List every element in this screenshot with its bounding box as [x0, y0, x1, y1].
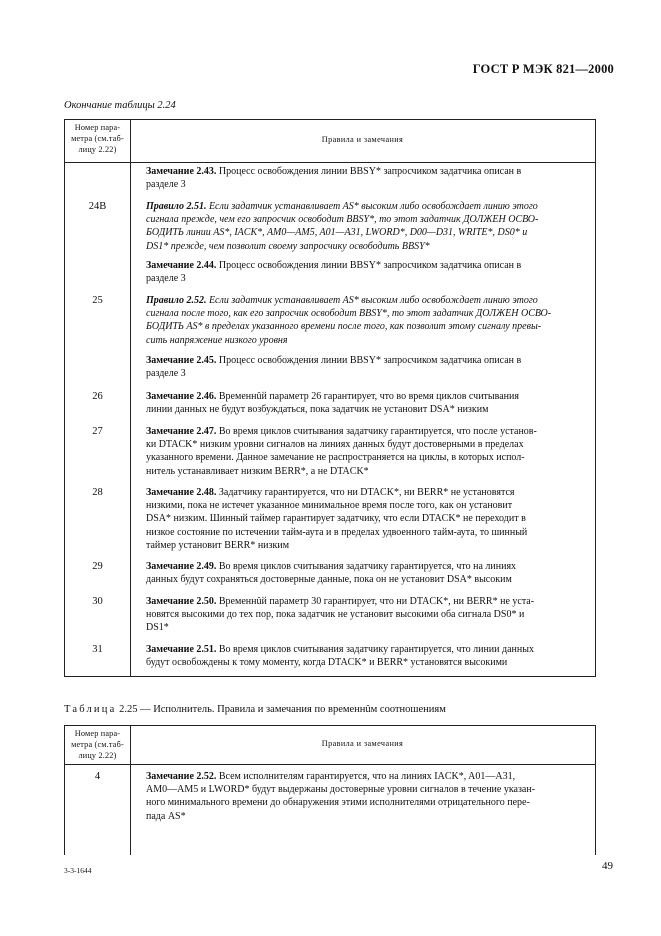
param-number: 4: [94, 771, 101, 782]
note-text: Замечание 2.49. Во время циклов считывания задатчику гарантируется, что на линиях данных будут сохраняться достоверные данные, пока он не установит DSA* высоким: [146, 561, 517, 586]
param-number: 30: [92, 596, 103, 607]
param-number: 25: [92, 295, 103, 306]
document-code: ГОСТ Р МЭК 821—2000: [472, 62, 614, 76]
note-text: Замечание 2.47. Во время циклов считывания задатчику гарантируется, что после установ- ки DTACK* низким уровни сигналов на линиях данных будут достоверными в пределах указанного времени. Данное замечание не распространяется на циклы, в которых испол- нитель устанавливает низким BERR*, а не DTACK*: [146, 426, 537, 477]
rules-table: [64, 725, 596, 855]
param-number: 29: [92, 561, 103, 572]
table-header: [65, 120, 595, 163]
param-number: 24В: [88, 201, 107, 212]
col-header-param-number: Номер пара- метра (см.таб- лицу 2.22): [71, 123, 124, 154]
param-number: 26: [92, 391, 103, 402]
note-text: Замечание 2.46. Временнûй параметр 26 гарантирует, что во время циклов считывания линии данных не будут возбуждаться, пока задатчик не установит DSA* низким: [146, 391, 519, 416]
rule-text: Правило 2.52. Если задатчик устанавливает AS* высоким либо освобождает линию этого сигнала после того, как его запросчик освободит BBSY*, то этот задатчик ДОЛЖЕН ОСВО- БОДИТЬ AS* в пределах указанного времени после того, как позволит этому сигналу превы- сить напряжение низкого уровня: [146, 295, 552, 346]
note-text: Замечание 2.44. Процесс освобождения линии BBSY* запросчиком задатчика описан в разделе 3: [146, 260, 522, 285]
note-text: Замечание 2.48. Задатчику гарантируется, что ни DTACK*, ни BERR* не установятся низкими, пока не истечет указанное минимальное время после того, как он установит DSA* низким. Шинный таймер гарантирует задатчику, что если DTACK* не переходит в низкое состояние по истечении тайм-аута и в пределах удвоенного тайм-аута, то шинный таймер установит BERR* низким: [146, 487, 528, 551]
param-number: 28: [92, 487, 103, 498]
page-number: 49: [602, 860, 613, 872]
col-header-rules: Правила и замечания: [321, 739, 404, 748]
param-number: 27: [92, 426, 103, 437]
note-text: Замечание 2.45. Процесс освобождения линии BBSY* запросчиком задатчика описан в разделе 3: [146, 355, 522, 380]
table-header: [65, 726, 595, 765]
param-number: 31: [92, 644, 103, 655]
rules-table: [64, 119, 596, 677]
rule-text: Правило 2.51. Если задатчик устанавливает AS* высоким либо освобождает линию этого сигнала прежде, чем его запросчик освободит BBSY*, то этот задатчик ДОЛЖЕН ОСВО- БОДИТЬ линии AS*, IACK*, AM0—AM5, A01—A31, LWORD*, D00—D31, WRITE*, DS0* и DS1* прежде, чем позволит своему запросчику освободить BBSY*: [146, 201, 539, 252]
table-caption: Окончание таблицы 2.24: [64, 100, 176, 111]
col-header-rules: Правила и замечания: [321, 135, 404, 144]
col-header-param-number: Номер пара- метра (см.таб- лицу 2.22): [71, 729, 124, 760]
table-caption: Таблица 2.25 — Исполнитель. Правила и замечания по временнûм соотношениям: [64, 704, 446, 715]
note-text: Замечание 2.43. Процесс освобождения линии BBSY* запросчиком задатчика описан в разделе 3: [146, 166, 522, 191]
note-text: Замечание 2.50. Временнûй параметр 30 гарантирует, что ни DTACK*, ни BERR* не уста- новятся высокими до тех пор, пока задатчик не установит высокими оба сигнала DS0* и DS1*: [146, 596, 535, 634]
note-text: Замечание 2.52. Всем исполнителям гарантируется, что на линиях IACK*, A01—A31, AM0—AM5 и LWORD* будут выдержаны достоверные уровни сигналов в течение указан- ного минимального времени до обнаружения этими исполнителями отрицательного пере- пада AS*: [146, 771, 536, 822]
column-divider: [130, 120, 131, 676]
note-text: Замечание 2.51. Во время циклов считывания задатчику гарантируется, что линии данных будут освобождены к тому моменту, когда DTACK* и BERR* установятся высокими: [146, 644, 534, 669]
print-code: 3-3-1644: [64, 866, 92, 875]
